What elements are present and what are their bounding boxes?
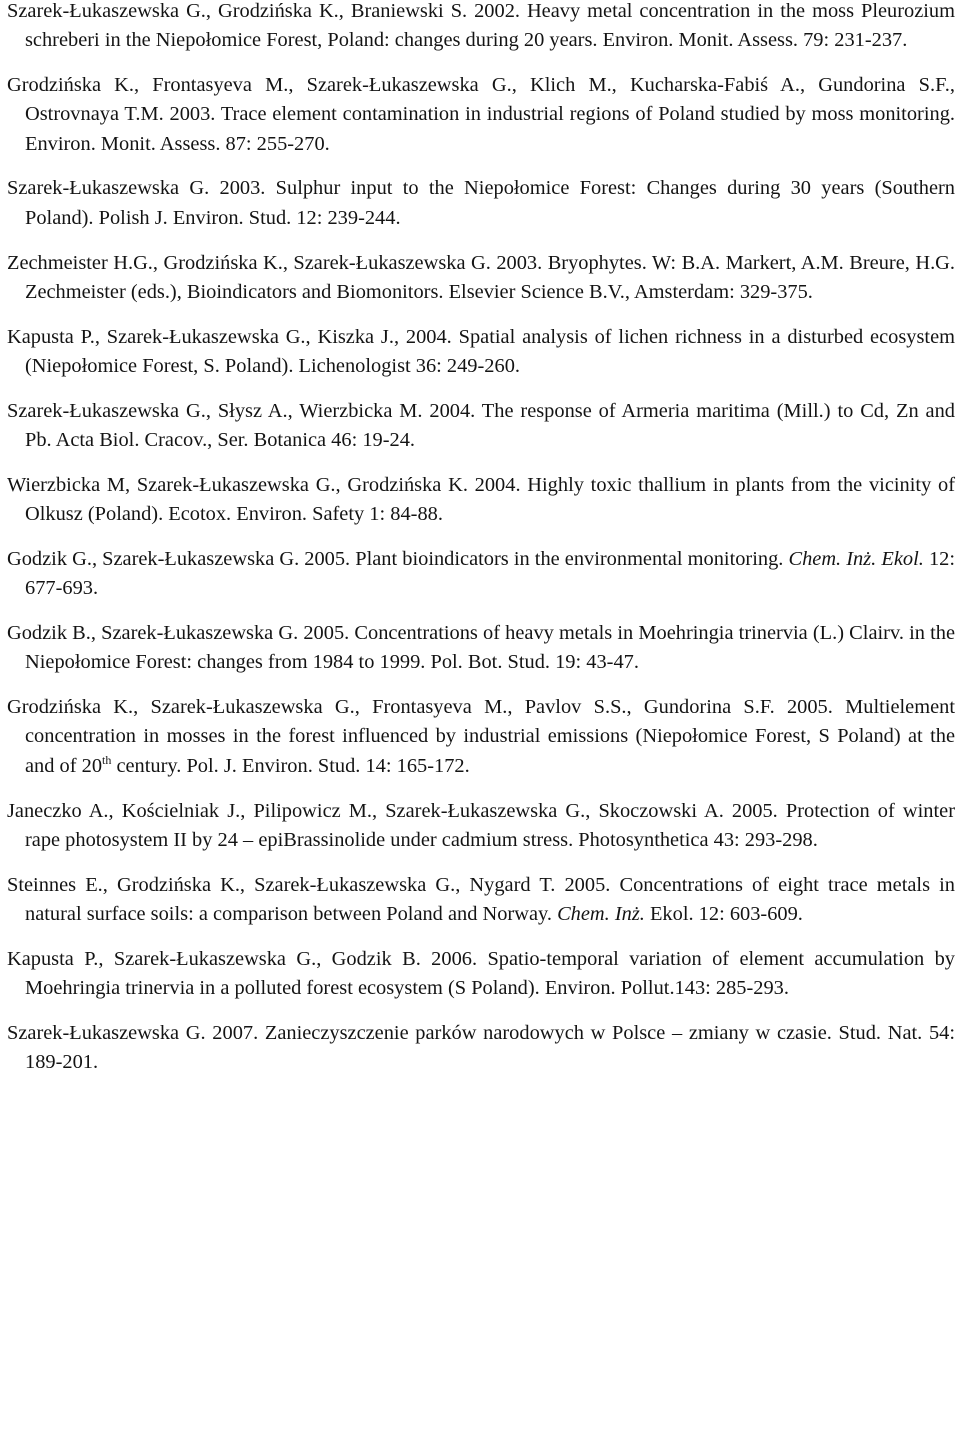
reference-entry — [7, 797, 955, 856]
reference-text: Steinnes E., Grodzińska K., Szarek-Łukaszewska G., Nygard T. 2005. Concentrations of eight trace metals in natural surface soils: a comparison between Poland and Norway. — [7, 873, 955, 925]
reference-entry — [7, 174, 955, 233]
reference-entry — [7, 545, 955, 604]
reference-text: 12: 677-693. — [25, 547, 955, 600]
reference-text: Szarek-Łukaszewska G., Słysz A., Wierzbicka M. 2004. The response of Armeria maritima (Mill.) to Cd, Zn and Pb. Acta Biol. Cracov., Ser. Botanica 46: 19-24. — [7, 399, 955, 452]
reference-text: Wierzbicka M, Szarek-Łukaszewska G., Grodzińska K. 2004. Highly toxic thallium in plants from the vicinity of Olkusz (Poland). Ecotox. Environ. Safety 1: 84-88. — [7, 473, 955, 526]
reference-text: Zechmeister H.G., Grodzińska K., Szarek-Łukaszewska G. 2003. Bryophytes. W: B.A. Markert, A.M. Breure, H.G. Zechmeister (eds.), Bioindicators and Biomonitors. Elsevier Science B.V., Amsterdam: 329-375. — [7, 251, 955, 303]
reference-entry — [7, 0, 955, 56]
reference-text: Szarek-Łukaszewska G. 2007. Zanieczyszczenie parków narodowych w Polsce – zmiany w czasie. Stud. Nat. 54: 189-201. — [7, 1021, 955, 1074]
reference-text: Grodzińska K., Szarek-Łukaszewska G., Frontasyeva M., Pavlov S.S., Gundorina S.F. 2005. Multielement concentration in mosses in the forest influenced by industrial emissions (Niepołomice Forest, S Poland) at the and of 20 — [7, 696, 955, 777]
ordinal-superscript: th — [102, 752, 112, 767]
journal-name-italic: Chem. Inż. Ekol. — [788, 547, 924, 570]
reference-text: Ekol. 12: 603-609. — [644, 902, 803, 925]
reference-text: Kapusta P., Szarek-Łukaszewska G., Kiszka J., 2004. Spatial analysis of lichen richness in a disturbed ecosystem (Niepołomice Forest, S. Poland). Lichenologist 36: 249-260. — [7, 325, 955, 377]
reference-entry — [7, 397, 955, 456]
journal-name-italic: Chem. Inż. — [557, 902, 645, 925]
reference-entry — [7, 619, 955, 678]
reference-entry — [7, 871, 955, 930]
reference-text: Janeczko A., Kościelniak J., Pilipowicz M., Szarek-Łukaszewska G., Skoczowski A. 2005. Protection of winter rape photosystem II by 24 – epiBrassinolide under cadmium stress. Photosynthetica 43: 293-298. — [7, 799, 955, 851]
reference-text: Kapusta P., Szarek-Łukaszewska G., Godzik B. 2006. Spatio-temporal variation of element accumulation by Moehringia trinervia in a polluted forest ecosystem (S Poland). Environ. Pollut.143: 285-293. — [7, 947, 955, 1000]
reference-entry — [7, 945, 955, 1004]
reference-entry — [7, 1019, 955, 1078]
reference-text: Szarek-Łukaszewska G., Grodzińska K., Braniewski S. 2002. Heavy metal concentration in the moss Pleurozium schreberi in the Niepołomice Forest, Poland: changes during 20 years. Environ. Monit. Assess. 79: 231-237. — [7, 0, 955, 52]
reference-entry — [7, 249, 955, 308]
reference-text: Godzik G., Szarek-Łukaszewska G. 2005. Plant bioindicators in the environmental monitoring. — [7, 547, 789, 570]
reference-text: Grodzińska K., Frontasyeva M., Szarek-Łukaszewska G., Klich M., Kucharska-Fabiś A., Gundorina S.F., Ostrovnaya T.M. 2003. Trace element contamination in industrial regions of Poland studied by moss monitoring. Environ. Monit. Assess. 87: 255-270. — [7, 74, 955, 155]
reference-text: Szarek-Łukaszewska G. 2003. Sulphur input to the Niepołomice Forest: Changes during 30 years (Southern Poland). Polish J. Environ. Stud. 12: 239-244. — [7, 177, 955, 229]
reference-entry — [7, 323, 955, 382]
reference-entry — [7, 71, 955, 159]
reference-text: Godzik B., Szarek-Łukaszewska G. 2005. Concentrations of heavy metals in Moehringia trinervia (L.) Clairv. in the Niepołomice Forest: changes from 1984 to 1999. Pol. Bot. Stud. 19: 43-47. — [7, 622, 955, 674]
reference-list — [7, 0, 955, 1093]
reference-entry — [7, 471, 955, 530]
reference-text: century. Pol. J. Environ. Stud. 14: 165-172. — [111, 754, 470, 777]
reference-entry — [7, 693, 955, 781]
